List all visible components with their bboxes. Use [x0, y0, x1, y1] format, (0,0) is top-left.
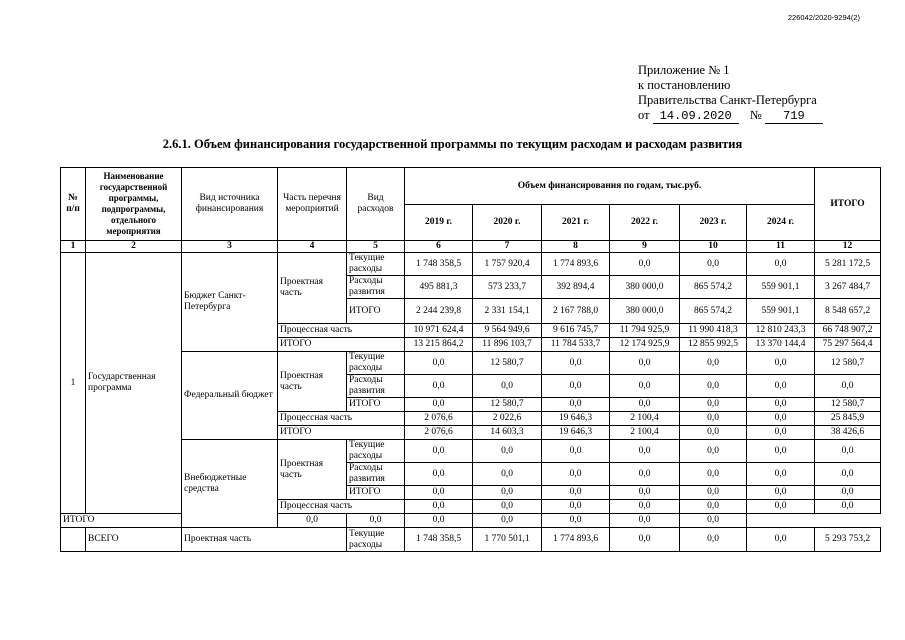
project-part-label: Проектная часть [278, 352, 347, 412]
expense-current: Текущие расходы [347, 352, 405, 375]
process-part-label: Процессная часть [278, 500, 405, 514]
row-number: 1 [61, 253, 86, 514]
header-year: 2020 г. [473, 205, 542, 241]
itogo-label: ИТОГО [347, 398, 405, 412]
appendix-block [638, 63, 823, 124]
total-cell: 12 580,7 [815, 398, 881, 412]
project-part-label: Проектная часть [278, 440, 347, 500]
value-cell: 0,0 [405, 486, 473, 500]
value-cell: 0,0 [542, 352, 610, 375]
resolution-number: 719 [765, 110, 823, 124]
resolution-date: 14.09.2020 [653, 110, 739, 124]
appendix-line1: Приложение № 1 [638, 63, 730, 77]
column-number: 5 [347, 241, 405, 253]
value-cell: 0,0 [610, 500, 680, 514]
value-cell: 13 370 144,4 [747, 338, 815, 352]
value-cell: 0,0 [747, 375, 815, 398]
itogo-label: ИТОГО [347, 486, 405, 500]
value-cell: 2 167 788,0 [542, 299, 610, 324]
value-cell: 0,0 [747, 463, 815, 486]
total-cell: 0,0 [815, 486, 881, 500]
header-part: Часть перечня мероприятий [278, 168, 347, 241]
spb-current-row [61, 253, 881, 276]
all-current-row [61, 528, 881, 552]
value-cell: 12 174 925,9 [610, 338, 680, 352]
expense-development: Расходы развития [347, 375, 405, 398]
column-number-row [61, 241, 881, 253]
total-cell: 66 748 907,2 [815, 324, 881, 338]
column-number: 9 [610, 241, 680, 253]
value-cell: 0,0 [680, 500, 747, 514]
value-cell: 0,0 [610, 463, 680, 486]
value-cell: 0,0 [680, 463, 747, 486]
value-cell: 0,0 [610, 398, 680, 412]
value-cell: 10 971 624,4 [405, 324, 473, 338]
value-cell: 0,0 [610, 352, 680, 375]
value-cell: 0,0 [680, 412, 747, 426]
total-cell: 38 426,6 [815, 426, 881, 440]
fed-current-row [61, 352, 881, 375]
vsego-label: ВСЕГО [86, 528, 182, 552]
project-part-label: Проектная часть [278, 253, 347, 324]
value-cell: 0,0 [405, 352, 473, 375]
value-cell: 1 774 893,6 [542, 528, 610, 552]
itogo-label: ИТОГО [347, 299, 405, 324]
value-cell: 0,0 [473, 375, 542, 398]
value-cell: 2 100,4 [610, 412, 680, 426]
appendix-line3: Правительства Санкт-Петербурга [638, 93, 817, 107]
total-cell: 5 293 753,2 [815, 528, 881, 552]
header-row-1 [61, 168, 881, 205]
value-cell: 9 564 949,6 [473, 324, 542, 338]
value-cell: 0,0 [747, 426, 815, 440]
value-cell: 12 580,7 [473, 352, 542, 375]
value-cell: 0,0 [747, 398, 815, 412]
document-id: 226042/2020-9294(2) [787, 13, 860, 22]
value-cell: 865 574,2 [680, 276, 747, 299]
table-title: 2.6.1. Объем финансирования государственной программы по текущим расходам и расходам развития [162, 137, 743, 151]
value-cell: 0,0 [610, 375, 680, 398]
value-cell: 0,0 [473, 514, 542, 528]
value-cell: 0,0 [405, 375, 473, 398]
value-cell: 0,0 [542, 440, 610, 463]
expense-current: Текущие расходы [347, 528, 405, 552]
header-num: № п/п [61, 168, 86, 241]
header-source: Вид источника финансирования [182, 168, 278, 241]
value-cell: 0,0 [542, 463, 610, 486]
header-year: 2022 г. [610, 205, 680, 241]
value-cell: 11 784 533,7 [542, 338, 610, 352]
value-cell: 0,0 [747, 412, 815, 426]
total-cell: 5 281 172,5 [815, 253, 881, 276]
expense-development: Расходы развития [347, 463, 405, 486]
value-cell: 0,0 [610, 440, 680, 463]
source-spb: Бюджет Санкт-Петербурга [182, 253, 278, 352]
process-part-label: Процессная часть [278, 412, 405, 426]
header-year: 2021 г. [542, 205, 610, 241]
value-cell: 0,0 [747, 352, 815, 375]
total-cell: 25 845,9 [815, 412, 881, 426]
value-cell: 0,0 [405, 500, 473, 514]
date-prefix: от [638, 108, 650, 122]
value-cell: 2 076,6 [405, 412, 473, 426]
value-cell: 0,0 [747, 486, 815, 500]
value-cell: 392 894,4 [542, 276, 610, 299]
value-cell: 2 244 239,8 [405, 299, 473, 324]
value-cell: 0,0 [680, 528, 747, 552]
value-cell: 11 896 103,7 [473, 338, 542, 352]
value-cell: 380 000,0 [610, 299, 680, 324]
value-cell: 19 646,3 [542, 426, 610, 440]
value-cell: 0,0 [680, 486, 747, 500]
value-cell: 0,0 [473, 500, 542, 514]
value-cell: 0,0 [747, 500, 815, 514]
value-cell: 2 331 154,1 [473, 299, 542, 324]
column-number: 4 [278, 241, 347, 253]
value-cell: 11 794 925,9 [610, 324, 680, 338]
source-federal: Федеральный бюджет [182, 352, 278, 440]
value-cell: 0,0 [680, 375, 747, 398]
column-number: 11 [747, 241, 815, 253]
value-cell: 11 990 418,3 [680, 324, 747, 338]
expense-development: Расходы развития [347, 276, 405, 299]
column-number: 6 [405, 241, 473, 253]
value-cell: 12 580,7 [473, 398, 542, 412]
value-cell: 0,0 [610, 514, 680, 528]
expense-current: Текущие расходы [347, 253, 405, 276]
value-cell: 0,0 [278, 514, 347, 528]
value-cell: 0,0 [473, 486, 542, 500]
value-cell: 0,0 [405, 398, 473, 412]
column-number: 8 [542, 241, 610, 253]
header-year: 2019 г. [405, 205, 473, 241]
value-cell: 1 774 893,6 [542, 253, 610, 276]
total-cell: 0,0 [815, 463, 881, 486]
value-cell: 0,0 [680, 426, 747, 440]
value-cell: 13 215 864,2 [405, 338, 473, 352]
value-cell: 0,0 [347, 514, 405, 528]
column-number: 7 [473, 241, 542, 253]
value-cell: 0,0 [473, 440, 542, 463]
total-cell: 0,0 [815, 500, 881, 514]
value-cell: 0,0 [680, 398, 747, 412]
header-total: ИТОГО [815, 168, 881, 241]
expense-current: Текущие расходы [347, 440, 405, 463]
value-cell: 0,0 [542, 398, 610, 412]
row-number-empty [61, 528, 86, 552]
header-volume: Объем финансирования по годам, тыс.руб. [405, 168, 815, 205]
itogo-label: ИТОГО [278, 426, 405, 440]
value-cell: 0,0 [610, 486, 680, 500]
value-cell: 0,0 [473, 463, 542, 486]
total-cell: 3 267 484,7 [815, 276, 881, 299]
header-expense-type: Вид расходов [347, 168, 405, 241]
value-cell: 0,0 [680, 253, 747, 276]
value-cell: 0,0 [680, 352, 747, 375]
value-cell: 0,0 [405, 463, 473, 486]
value-cell: 559 901,1 [747, 276, 815, 299]
value-cell: 0,0 [610, 528, 680, 552]
value-cell: 2 022,6 [473, 412, 542, 426]
value-cell: 0,0 [542, 375, 610, 398]
value-cell: 559 901,1 [747, 299, 815, 324]
value-cell: 0,0 [747, 253, 815, 276]
value-cell: 19 646,3 [542, 412, 610, 426]
value-cell: 0,0 [405, 514, 473, 528]
column-number: 2 [86, 241, 182, 253]
total-cell: 12 580,7 [815, 352, 881, 375]
total-cell: 75 297 564,4 [815, 338, 881, 352]
itogo-label: ИТОГО [278, 338, 405, 352]
header-name: Наименование государственной программы, подпрограммы, отдельного мероприятия [86, 168, 182, 241]
value-cell: 865 574,2 [680, 299, 747, 324]
value-cell: 12 855 992,5 [680, 338, 747, 352]
itogo-label: ИТОГО [61, 514, 182, 528]
process-part-label: Процессная часть [278, 324, 405, 338]
value-cell: 9 616 745,7 [542, 324, 610, 338]
value-cell: 0,0 [680, 440, 747, 463]
value-cell: 0,0 [542, 486, 610, 500]
value-cell: 2 076,6 [405, 426, 473, 440]
project-part-label: Проектная часть [182, 528, 347, 552]
appendix-line2: к постановлению [638, 78, 731, 92]
value-cell: 573 233,7 [473, 276, 542, 299]
number-prefix: № [749, 108, 762, 122]
total-cell: 0,0 [680, 514, 747, 528]
value-cell: 0,0 [747, 528, 815, 552]
header-year: 2024 г. [747, 205, 815, 241]
column-number: 12 [815, 241, 881, 253]
value-cell: 1 757 920,4 [473, 253, 542, 276]
financing-table [60, 167, 881, 552]
value-cell: 0,0 [405, 440, 473, 463]
total-cell: 8 548 657,2 [815, 299, 881, 324]
value-cell: 0,0 [542, 500, 610, 514]
ext-current-row [61, 440, 881, 463]
value-cell: 0,0 [747, 440, 815, 463]
source-extrabudgetary: Внебюджетные средства [182, 440, 278, 528]
value-cell: 380 000,0 [610, 276, 680, 299]
column-number: 10 [680, 241, 747, 253]
appendix-date-line [638, 108, 823, 124]
value-cell: 1 770 501,1 [473, 528, 542, 552]
column-number: 1 [61, 241, 86, 253]
value-cell: 1 748 358,5 [405, 528, 473, 552]
value-cell: 2 100,4 [610, 426, 680, 440]
column-number: 3 [182, 241, 278, 253]
program-name: Государственная программа [86, 253, 182, 514]
value-cell: 0,0 [610, 253, 680, 276]
total-cell: 0,0 [815, 375, 881, 398]
header-year: 2023 г. [680, 205, 747, 241]
value-cell: 0,0 [542, 514, 610, 528]
total-cell: 0,0 [815, 440, 881, 463]
value-cell: 12 810 243,3 [747, 324, 815, 338]
value-cell: 1 748 358,5 [405, 253, 473, 276]
value-cell: 14 603,3 [473, 426, 542, 440]
value-cell: 495 881,3 [405, 276, 473, 299]
